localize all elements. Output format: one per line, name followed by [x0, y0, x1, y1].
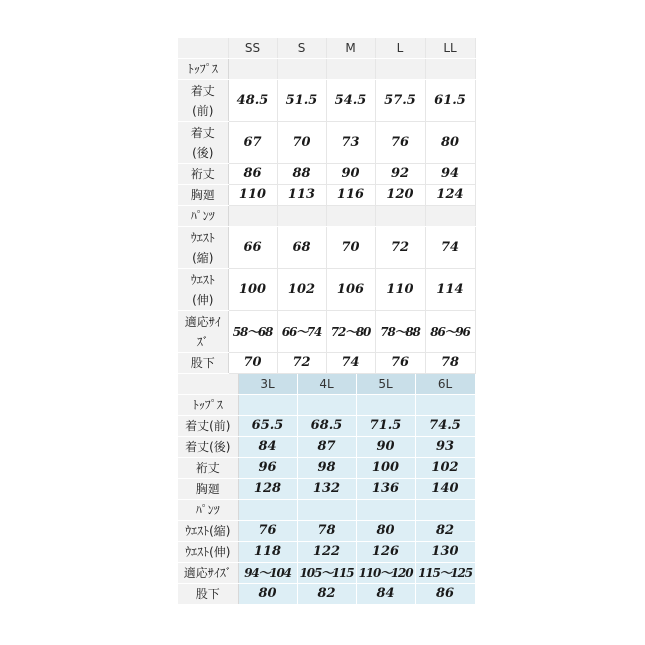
table-cell: 110: [228, 185, 277, 206]
table-cell: 90: [356, 437, 415, 458]
row-label: ｳｴｽﾄ (縮): [178, 227, 228, 269]
table-row: [178, 416, 475, 437]
table-cell: 78: [425, 353, 475, 374]
table-cell: 66: [228, 227, 277, 269]
table-cell: 124: [425, 185, 475, 206]
table-cell: 78: [297, 521, 356, 542]
table-cell: 102: [415, 458, 475, 479]
table-cell: 76: [375, 353, 425, 374]
row-label: 胸廻: [178, 185, 228, 206]
row-label: 着丈(後): [178, 437, 238, 458]
table-cell: 105～115: [297, 563, 356, 584]
row-label: 適応ｻｲ ｽﾞ: [178, 311, 228, 353]
table-cell: 54.5: [326, 80, 375, 122]
table-cell: 93: [415, 437, 475, 458]
table-cell: 126: [356, 542, 415, 563]
table-cell: 76: [238, 521, 297, 542]
table-cell: 74: [326, 353, 375, 374]
table-cell: 72～80: [326, 311, 375, 353]
table-cell: 66～74: [277, 311, 326, 353]
row-label: 適応ｻｲｽﾞ: [178, 563, 238, 584]
table-cell: 84: [238, 437, 297, 458]
size-header: LL: [425, 38, 475, 59]
table-row: [178, 269, 475, 311]
table-cell: 132: [297, 479, 356, 500]
table-cell: 82: [415, 521, 475, 542]
table-cell: 61.5: [425, 80, 475, 122]
table-cell: 58～68: [228, 311, 277, 353]
table-row: [178, 521, 475, 542]
table-cell: 48.5: [228, 80, 277, 122]
table-cell: 80: [238, 584, 297, 605]
table-row: [178, 437, 475, 458]
table-row: [178, 584, 475, 605]
table-cell: 57.5: [375, 80, 425, 122]
corner-cell: [178, 38, 228, 59]
table-cell: 72: [277, 353, 326, 374]
table-cell: 136: [356, 479, 415, 500]
table-row: [178, 185, 475, 206]
size-header: L: [375, 38, 425, 59]
table-cell: 80: [425, 122, 475, 164]
size-header: M: [326, 38, 375, 59]
table-cell: 84: [356, 584, 415, 605]
tops-section-label: ﾄｯﾌﾟｽ: [178, 395, 238, 416]
table-cell: 115～125: [415, 563, 475, 584]
row-label: 裄丈: [178, 164, 228, 185]
table-cell: 70: [228, 353, 277, 374]
table-cell: 65.5: [238, 416, 297, 437]
table-row: [178, 458, 475, 479]
table-cell: 86: [415, 584, 475, 605]
table-cell: 74: [425, 227, 475, 269]
table-cell: 70: [326, 227, 375, 269]
table-cell: 110～120: [356, 563, 415, 584]
table-cell: 130: [415, 542, 475, 563]
table-cell: 72: [375, 227, 425, 269]
table-cell: 110: [375, 269, 425, 311]
table-cell: 128: [238, 479, 297, 500]
table-row: [178, 542, 475, 563]
table-cell: 100: [228, 269, 277, 311]
size-header: S: [277, 38, 326, 59]
table-cell: 70: [277, 122, 326, 164]
table-cell: 118: [238, 542, 297, 563]
table-cell: 71.5: [356, 416, 415, 437]
pants-section-label: ﾊﾟﾝﾂ: [178, 206, 228, 227]
table-cell: 100: [356, 458, 415, 479]
tops-section-row: [178, 59, 475, 80]
row-label: ｳｴｽﾄ(縮): [178, 521, 238, 542]
table-cell: 94～104: [238, 563, 297, 584]
size-header-row: [178, 374, 475, 395]
row-label: 胸廻: [178, 479, 238, 500]
table-cell: 73: [326, 122, 375, 164]
row-label: 裄丈: [178, 458, 238, 479]
table-cell: 51.5: [277, 80, 326, 122]
table-row: [178, 479, 475, 500]
table-cell: 90: [326, 164, 375, 185]
table-cell: 68: [277, 227, 326, 269]
row-label: ｳｴｽﾄ (伸): [178, 269, 228, 311]
size-table-lower: [178, 374, 476, 605]
row-label: 股下: [178, 584, 238, 605]
table-cell: 98: [297, 458, 356, 479]
row-label: 着丈(前): [178, 416, 238, 437]
table-row: [178, 227, 475, 269]
row-label: 股下: [178, 353, 228, 374]
pants-section-row: [178, 206, 475, 227]
table-cell: 116: [326, 185, 375, 206]
table-cell: 80: [356, 521, 415, 542]
table-cell: 140: [415, 479, 475, 500]
table-row: [178, 164, 475, 185]
size-header: 6L: [415, 374, 475, 395]
table-cell: 76: [375, 122, 425, 164]
table-row: [178, 563, 475, 584]
corner-cell: [178, 374, 238, 395]
table-cell: 102: [277, 269, 326, 311]
size-header: 5L: [356, 374, 415, 395]
table-cell: 114: [425, 269, 475, 311]
row-label: 着丈 (後): [178, 122, 228, 164]
size-header: 4L: [297, 374, 356, 395]
table-cell: 78～88: [375, 311, 425, 353]
table-cell: 94: [425, 164, 475, 185]
row-label: 着丈 (前): [178, 80, 228, 122]
table-cell: 120: [375, 185, 425, 206]
table-cell: 113: [277, 185, 326, 206]
table-cell: 122: [297, 542, 356, 563]
table-cell: 87: [297, 437, 356, 458]
table-cell: 86～96: [425, 311, 475, 353]
table-cell: 67: [228, 122, 277, 164]
table-row: [178, 311, 475, 353]
size-header-row: [178, 38, 475, 59]
table-cell: 86: [228, 164, 277, 185]
table-cell: 74.5: [415, 416, 475, 437]
pants-section-label: ﾊﾟﾝﾂ: [178, 500, 238, 521]
tops-section-row: [178, 395, 475, 416]
size-header: 3L: [238, 374, 297, 395]
size-header: SS: [228, 38, 277, 59]
table-cell: 92: [375, 164, 425, 185]
table-row: [178, 80, 475, 122]
tops-section-label: ﾄｯﾌﾟｽ: [178, 59, 228, 80]
table-cell: 96: [238, 458, 297, 479]
table-row: [178, 353, 475, 374]
size-table-upper: [178, 38, 476, 374]
table-cell: 106: [326, 269, 375, 311]
table-cell: 68.5: [297, 416, 356, 437]
table-cell: 88: [277, 164, 326, 185]
row-label: ｳｴｽﾄ(伸): [178, 542, 238, 563]
pants-section-row: [178, 500, 475, 521]
table-cell: 82: [297, 584, 356, 605]
table-row: [178, 122, 475, 164]
